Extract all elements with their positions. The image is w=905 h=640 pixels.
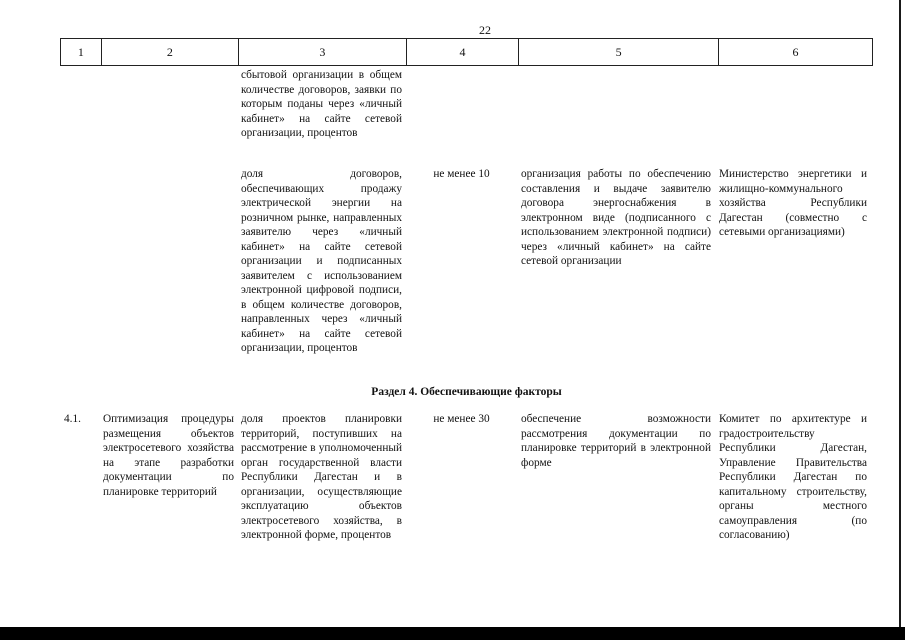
- continued-indicator-text: сбытовой организации в общем количестве договоров, заявки по которым поданы через «личный кабинет» на сайте сетевой организации, процентов: [241, 69, 402, 139]
- row-4-1-event-text: Оптимизация процедуры размещения объектов электросетевого хозяйства на этапе разработки документации по планировке территорий: [103, 413, 234, 498]
- row-4-1-measure-text: обеспечение возможности рассмотрения документации по планировке территорий в электронной форме: [521, 413, 711, 469]
- header-col-6: 6: [718, 39, 873, 65]
- scan-edge-bottom: [0, 627, 905, 640]
- contracts-indicator-text: доля договоров, обеспечивающих продажу электрической энергии на розничном рынке, направленных заявителю через «личный кабинет» на сайте сетевой организации и подписанных заявителем с использованием электронной цифровой подписи, в общем количестве договоров, направленных через «личный кабинет» на сайте сетевой организации, процентов: [241, 168, 402, 354]
- header-col-2: 2: [101, 39, 238, 65]
- contracts-measure-text: организация работы по обеспечению составления и выдаче заявителю договора энергоснабжения в электронном виде (подписанного с использованием электронной подписи) через «личный кабинет» на сайте сетевой организации: [521, 168, 711, 267]
- header-col-5: 5: [518, 39, 718, 65]
- contracts-target-value: не менее 10: [433, 168, 490, 180]
- header-col-1: 1: [60, 39, 101, 65]
- row-4-1-target-value: не менее 30: [433, 413, 490, 425]
- scan-edge-right: [899, 0, 901, 628]
- header-col-4: 4: [406, 39, 518, 65]
- contracts-responsible-text: Министерство энергетики и жилищно-коммунального хозяйства Республики Дагестан (совместно с сетевыми организациями): [719, 168, 867, 238]
- table-header-row: [60, 38, 873, 66]
- header-col-3: 3: [238, 39, 406, 65]
- page-number: 22: [479, 23, 491, 37]
- row-4-1-indicator-text: доля проектов планировки территорий, поступивших на рассмотрение в уполномоченный орган государственной власти Республики Дагестан и в организации, осуществляющие эксплуатацию объектов электросетевого хозяйства, в электронной форме, процентов: [241, 413, 402, 541]
- row-4-1-responsible-text: Комитет по архитектуре и градостроительству Республики Дагестан, Управление Правительства Республики Дагестан по капитальному строительству, органы местного самоуправления (по согласованию): [719, 413, 867, 541]
- section-title: Раздел 4. Обеспечивающие факторы: [371, 386, 562, 398]
- row-number: 4.1.: [64, 413, 81, 425]
